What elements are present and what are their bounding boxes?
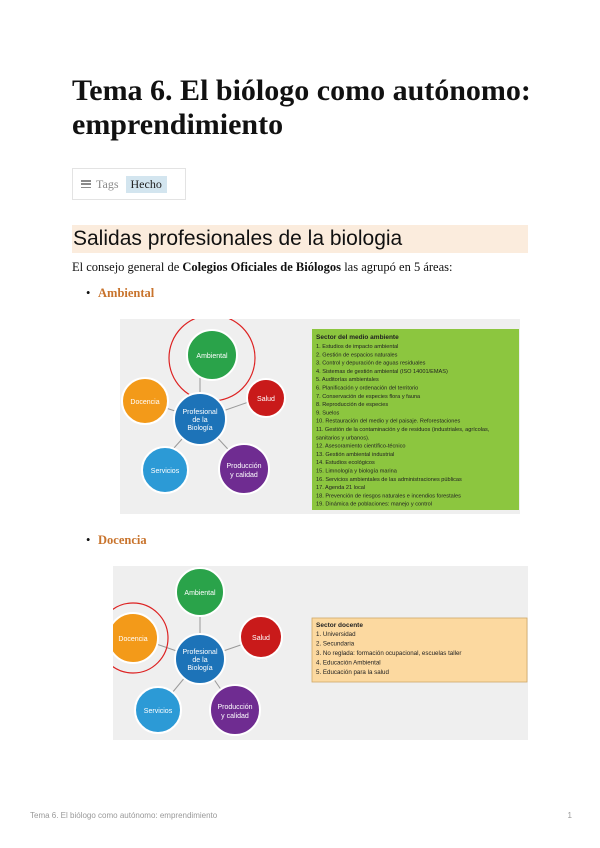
node-center-label-1: Profesional	[182, 649, 218, 656]
box1-item: 6. Planificación y ordenación del territorio	[316, 385, 419, 392]
tag-chip[interactable]: Hecho	[126, 176, 167, 193]
box2-item: 3. No reglada: formación ocupacional, escuelas taller	[316, 650, 462, 657]
box1-item: 2. Gestión de espacios naturales	[316, 352, 398, 359]
box1-item: 7. Conservación de especies flora y fauna	[316, 393, 421, 400]
bullet-ambiental: • Ambiental	[98, 286, 154, 301]
box1-item: 14. Estudios ecológicos	[316, 460, 375, 467]
node-ambiental-label: Ambiental	[196, 353, 228, 360]
node-produccion-label-2: y calidad	[230, 472, 258, 479]
box2-item: 1. Universidad	[316, 631, 356, 638]
node-docencia-label: Docencia	[118, 636, 148, 643]
box1-item: 17. Agenda 21 local	[316, 485, 366, 492]
box2-item: 5. Educación para la salud	[316, 669, 389, 676]
intro-prefix: El consejo general de	[72, 260, 183, 274]
box1-item: 9. Suelos	[316, 410, 340, 417]
box2-item: 2. Secundaria	[316, 640, 355, 648]
node-center-label-2: de la	[192, 657, 208, 664]
box2-title: Sector docente	[316, 622, 363, 629]
node-center-label-3: Biología	[187, 425, 213, 432]
box1-item: 16. Servicios ambientales de las administraciones públicas	[316, 476, 462, 483]
box1-item: 15. Limnología y biología marina	[316, 468, 397, 475]
node-servicios-label: Servicios	[143, 708, 173, 715]
box2-item: 4. Educación Ambiental	[316, 659, 381, 667]
tags-property[interactable]	[72, 168, 186, 200]
box1-item: 10. Restauración del medio y del paisaje. Reforestaciones	[316, 418, 461, 425]
node-center-label-1: Profesional	[182, 409, 218, 416]
page-title: Tema 6. El biólogo como autónomo: emprendimiento	[72, 74, 531, 141]
section-heading: Salidas profesionales de la biologia	[73, 227, 403, 250]
tags-label: Tags	[96, 176, 119, 191]
page-footer	[30, 811, 572, 820]
node-ambiental-label: Ambiental	[184, 590, 216, 597]
box1-item: 18. Prevención de riesgos naturales e incendios forestales	[316, 493, 461, 500]
box1-item: 12. Asesoramiento científico-técnico	[316, 443, 406, 450]
node-center-label-2: de la	[192, 417, 208, 424]
node-produccion-label-1: Producción	[226, 463, 262, 470]
box1-item: 8. Reproducción de especies	[316, 402, 389, 409]
footer-text: Tema 6. El biólogo como autónomo: emprendimiento	[30, 811, 218, 820]
box1-item: 4. Sistemas de gestión ambiental (ISO 14001/EMAS)	[316, 368, 448, 375]
box1-item: 13. Gestión ambiental industrial	[316, 451, 395, 458]
node-produccion-label-1: Producción	[217, 704, 253, 711]
box1-item: sanitarios y urbanos).	[316, 435, 370, 442]
node-center-label-3: Biología	[187, 665, 213, 672]
box1-item: 3. Control y depuración de aguas residuales	[316, 360, 426, 367]
figure-docencia	[113, 566, 528, 740]
figure-ambiental-svg	[120, 319, 520, 514]
intro-paragraph	[72, 260, 452, 275]
node-salud-label: Salud	[257, 396, 275, 403]
box1-item: 5. Auditorías ambientales	[316, 377, 379, 384]
node-servicios-label: Servicios	[150, 468, 180, 475]
box1-item: 19. Dinámica de poblaciones: manejo y control	[316, 501, 432, 508]
bullet-docencia: • Docencia	[98, 533, 147, 548]
intro-bold: Colegios Oficiales de Biólogos	[182, 260, 342, 274]
section-heading-block	[72, 225, 528, 253]
page-number: 1	[567, 811, 572, 820]
figure-docencia-svg	[113, 566, 528, 740]
intro-suffix: las agrupó en 5 áreas:	[341, 260, 453, 274]
figure-ambiental	[120, 319, 520, 514]
list-icon	[81, 180, 91, 188]
node-docencia-label: Docencia	[130, 399, 160, 406]
box1-item: 1. Estudios de impacto ambiental	[316, 344, 399, 350]
node-salud-label: Salud	[252, 635, 270, 642]
node-produccion-label-2: y calidad	[221, 713, 249, 720]
box1-title: Sector del medio ambiente	[316, 334, 399, 341]
box1-item: 11. Gestión de la contaminación y de residuos (industriales, agrícolas,	[316, 427, 490, 433]
